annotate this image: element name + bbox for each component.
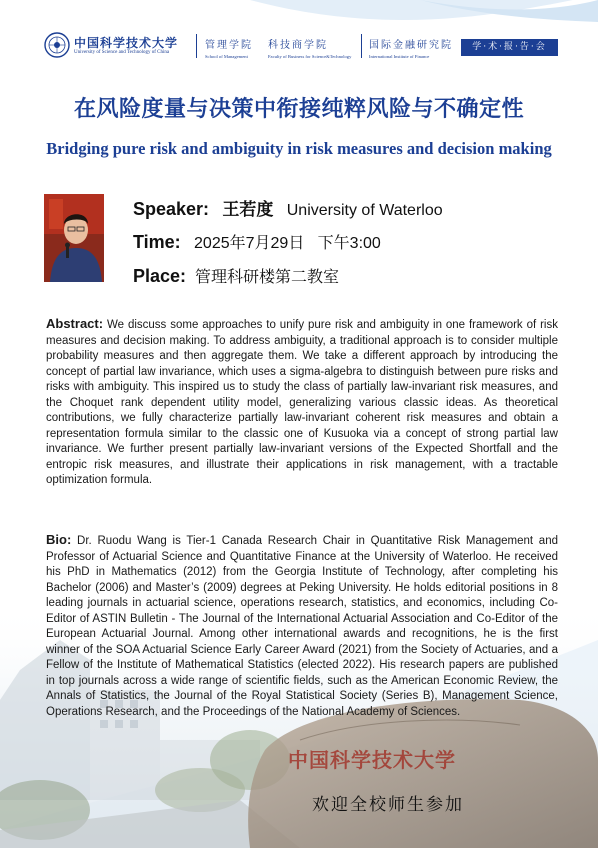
university-seal-icon: [44, 32, 70, 58]
title-english: Bridging pure risk and ambiguity in risk measures and decision making: [46, 139, 552, 158]
abstract-section: [46, 316, 558, 489]
dept-name-en: School of Management: [205, 54, 248, 59]
bio-text: Dr. Ruodu Wang is Tier-1 Canada Research Chair in Quantitative Risk Management and Professor of Actuarial Science and Quantitative Finance at the University of Waterloo. He received his PhD in Mathematics (2012) from the Georgia Institute of Technology, after completing his Bachelor (2006) and Master’s (2009) degrees at Peking University. He holds editorial positions in 8 leading journals in actuarial science, operations research, statistics, and economics, including Co-Editor of ASTIN Bulletin - The Journal of the International Actuarial Association and Co-Editor of the European Actuarial Journal. Among other international awards and recognitions, he is the first winner of the SOA Actuarial Science Early Career Award (2021) from the Society of Actuaries, and a Fellow of the Institute of Mathematical Statistics (elected 2022). His research papers are published in top journals across a wide range of scientific fields, such as the American Economic Review, the Annals of Statistics, the Journal of the Royal Statistical Society (Series B), Management Science, Operations Research, and the Proceedings of the National Academy of Sciences.: [46, 535, 558, 718]
time-date: 2025年7月29日: [194, 235, 305, 252]
speaker-label: Speaker:: [133, 199, 210, 219]
title-chinese: 在风险度量与决策中衔接纯粹风险与不确定性: [73, 97, 524, 122]
abstract-label: Abstract:: [46, 316, 104, 331]
speaker-line: [133, 195, 443, 220]
dept-name-cn: 国际金融研究院: [369, 40, 453, 51]
bio-label: Bio:: [46, 532, 72, 547]
dept-name-en: Faculty of Business for Science&Technology: [268, 54, 352, 59]
academic-report-badge: 学·术·报·告·会: [461, 39, 558, 56]
dept-name-cn: 管理学院: [205, 40, 253, 51]
university-name-cn: 中国科学技术大学: [74, 36, 179, 50]
dept-name-en: International Institute of Finance: [369, 54, 430, 59]
header-bar: [0, 30, 598, 64]
dept-name-cn: 科技商学院: [268, 40, 328, 51]
bio-section: [46, 532, 558, 720]
speaker-affiliation: University of Waterloo: [286, 202, 443, 219]
speaker-name: 王若度: [222, 200, 274, 219]
dept-management: [205, 36, 253, 59]
place-value: 管理科研楼第二教室: [194, 269, 339, 286]
time-label: Time:: [133, 232, 181, 252]
header-divider: [361, 34, 362, 58]
abstract-text: We discuss some approaches to unify pure risk and ambiguity in one framework of risk measures and decision making. To address ambiguity, a traditional approach is to consider multiple probability measures and then aggregate them. We take a different approach by introducing the concept of partial law invariance, which uses a sigma-algebra to distinguish between pure risks and risks with ambiguity. This inspired us to study the class of partially law-invariant risk measures, and the Choquet rank dependent utility model, generalizing various classic ideas. As theoretical contributions, we fully characterize partially law-invariant coherent risk measures and obtain a representation formula similar to the classic one of Kusuoka via a concept of strong partial law invariance. We further present partially law-invariant versions of the Expected Shortfall and the entropic risk measures, and illustrate their applications in risk management, with a tractable optimization formula.: [46, 319, 558, 486]
time-line: [133, 230, 381, 253]
stone-inscription: 中国科学技术大学: [288, 748, 456, 772]
header-divider: [196, 34, 197, 58]
place-label: Place:: [133, 266, 187, 286]
speaker-photo: [44, 194, 104, 282]
dept-finance: [369, 36, 453, 59]
welcome-message: 欢迎全校师生参加: [312, 795, 464, 815]
university-name-en: University of Science and Technology of China: [74, 50, 170, 55]
dept-business: [268, 36, 351, 59]
time-clock: 下午3:00: [317, 235, 381, 252]
place-line: [133, 264, 339, 287]
